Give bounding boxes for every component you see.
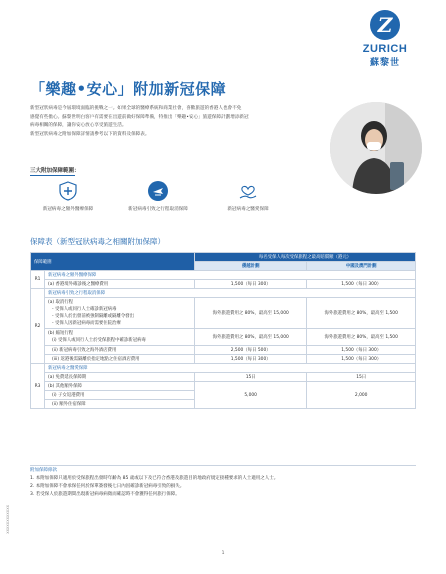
brand-name-zh: 蘇黎世 [369, 58, 400, 68]
table-row [31, 346, 416, 355]
col-group: 每名受保人每次受保旅程之最高賠償額（港元） [195, 253, 416, 262]
table-row [31, 364, 416, 373]
plan1-value: 海外旅遊費用之 80%，最高至 15,000 [195, 298, 307, 329]
col-plan2: 中國及澳門計劃 [307, 262, 416, 271]
category-label: 新冠病毒之醫愛保障 [45, 364, 416, 373]
features-heading: 三大附加保障範圍： [30, 168, 80, 174]
table-row [31, 280, 416, 289]
table-row [31, 355, 416, 364]
plan2-value: 1,500（每日 300） [307, 346, 416, 355]
row-code: R1 [31, 271, 45, 289]
category-label: 新冠病毒引致之行程取消保障 [45, 289, 416, 298]
intro-line: 新型冠狀病毒之附加保障詳情請參考以下的資料及保障表。 [30, 131, 150, 137]
feature-cancel [118, 180, 198, 212]
category-label: 新冠病毒之額外醫療保障 [45, 271, 416, 280]
table-header-row [31, 253, 416, 262]
plan2-value: 海外旅遊費用之 80%，最高至 1,500 [307, 298, 416, 329]
plan2-value: 15日 [307, 373, 416, 382]
item-title: (b) 縮短行程 [48, 331, 74, 336]
feature-label: 新冠病毒之醫愛保障 [227, 207, 269, 212]
benefit-table-title: 保障表（新型冠狀病毒之相關附加保障） [30, 237, 165, 246]
item-sub: - 受保人於出發前被強制隔離或隔離令發出 [52, 314, 135, 319]
coverage-item: (ii) 新冠病毒引致之海外酒店費用 [45, 346, 195, 355]
notes-heading: 附加保障條款 [30, 468, 57, 473]
document-code: XXXXXXXXXXXX [6, 505, 10, 534]
item-sub: - 受保人因新冠病毒而需要住院治療 [52, 321, 121, 326]
coverage-item: (a) 香港境外確診後之醫療費用 [45, 280, 195, 289]
coverage-item: (iii) 返港後需隔離於指定地點之住宿酒店費用 [45, 355, 195, 364]
intro-text [30, 105, 315, 139]
plan2-value: 海外旅遊費用之 80%，最高至 1,500 [307, 329, 416, 346]
plan2-value: 1,500（每日 300） [307, 280, 416, 289]
row-code: R3 [31, 364, 45, 409]
coverage-item: (a) 免費延長保障期 [45, 373, 195, 382]
page-number: 1 [221, 551, 225, 556]
zurich-mark-icon: Z [370, 10, 400, 40]
feature-label: 新冠病毒之額外醫療保障 [42, 207, 94, 212]
benefit-table [30, 252, 416, 409]
item-sub: - 受保人或同行人士確診新冠病毒 [52, 307, 117, 312]
page-title: 「樂趣•安心」附加新冠保障 [30, 80, 227, 98]
plan1-value: 1,500（每日 300） [195, 280, 307, 289]
intro-line: 感覺有些擔心。蘇黎世明白客戶有需要在出遊前做好保障準備，特推出「樂趣•安心」旅遊保障計劃增添新冠 [30, 114, 249, 120]
coverage-item [45, 298, 195, 329]
col-coverage: 保障範圍 [31, 253, 195, 271]
features-underline [30, 175, 75, 176]
table-row [31, 373, 416, 382]
traveller-photo [330, 102, 422, 194]
table-row [31, 298, 416, 329]
note-item: 2. 本附加保障不會承保任何於保單簽發後七日內因確診新冠病毒引致的損失。 [30, 484, 185, 489]
feature-medical [28, 180, 108, 212]
item-sub: (i) 受保人或同行人士於受保旅程中確診新冠病毒 [52, 338, 146, 343]
col-plan1: 優越計劃 [195, 262, 307, 271]
coverage-item: (i) 子女返港費用 [45, 391, 195, 400]
plan1-value: 2,500（每日 500） [195, 346, 307, 355]
plan1-value: 1,500（每日 300） [195, 355, 307, 364]
plan1-value: 15日 [195, 373, 307, 382]
plan2-value: 2,000 [307, 382, 416, 409]
coverage-item: (ii) 額外住宿保障 [45, 400, 195, 409]
table-row [31, 329, 416, 346]
item-title: (a) 取消行程 [48, 300, 74, 305]
hospital-care-icon [237, 180, 259, 202]
coverage-item: (b) 其他額外保障 [45, 382, 195, 391]
intro-line: 新型冠狀病毒是今屆環境面臨的挑戰之一。如果全球的醫療系統和商業社會，喜歡旅遊的香港人也會不免 [30, 106, 242, 111]
notes-section [30, 467, 416, 499]
note-item: 3. 若受保人於旅遊期間出現新冠病毒病徵而確認時不會獲得任何旅行保障。 [30, 492, 180, 497]
feature-care [208, 180, 288, 212]
table-row [31, 271, 416, 280]
notes-divider [30, 465, 416, 466]
brand-name-en: ZURICH [362, 43, 408, 55]
plan2-value: 1,500（每日 300） [307, 355, 416, 364]
row-code: R2 [31, 289, 45, 364]
table-row [31, 289, 416, 298]
travel-cancel-icon [147, 180, 169, 202]
intro-line: 病毒相關的保障，讓你安心放心享受旅遊生活。 [30, 123, 127, 128]
feature-label: 新冠病毒引致之行程取消保障 [128, 207, 188, 212]
table-row [31, 382, 416, 391]
coverage-item [45, 329, 195, 346]
plan1-value: 海外旅遊費用之 80%，最高至 15,000 [195, 329, 307, 346]
plan1-value: 5,000 [195, 382, 307, 409]
zurich-logo [355, 10, 415, 68]
medical-shield-icon [57, 180, 79, 202]
note-item: 1. 本附加保障只適用於受保旅程出發時年齡為 85 歲或以下及已符合香港及旅遊目的地政府規定接種要求的人士適用之人士。 [30, 476, 279, 481]
